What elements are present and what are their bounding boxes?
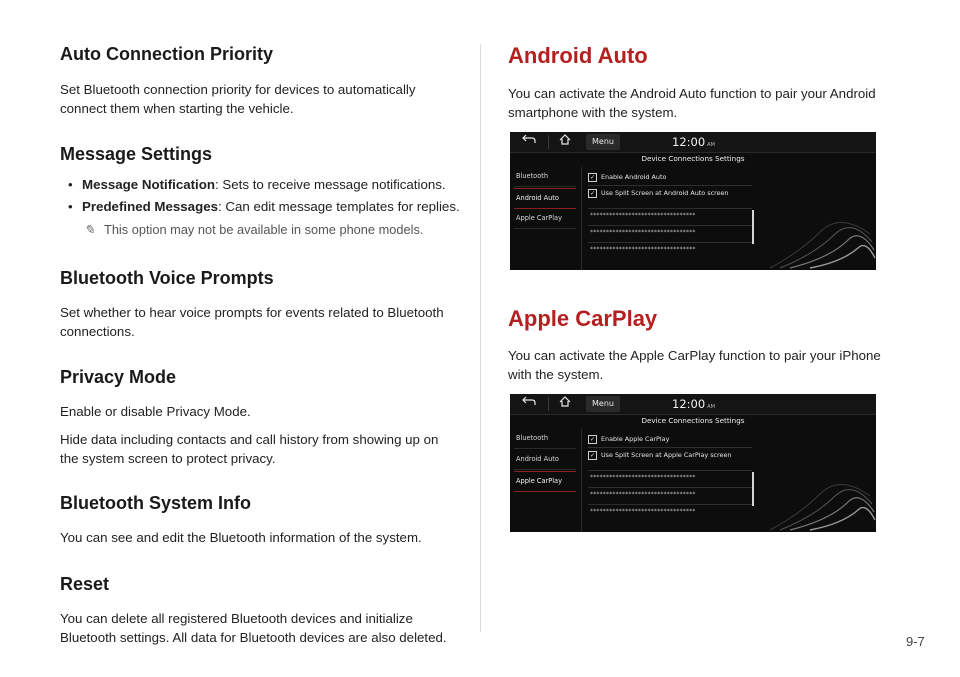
sidebar-item-apple-carplay[interactable]: Apple CarPlay — [514, 209, 576, 229]
masked-entry: ********************************* — [590, 212, 696, 219]
checkbox-checked-icon[interactable]: ✓ — [589, 174, 596, 181]
option-label: Use Split Screen at Apple CarPlay screen — [601, 451, 732, 459]
clock-time: 12:00 — [672, 397, 706, 411]
sidebar-item-android-auto[interactable]: Android Auto — [514, 450, 576, 470]
back-arrow-icon[interactable] — [516, 134, 542, 150]
heading-auto-connection-priority: Auto Connection Priority — [60, 44, 273, 64]
screen-title: Device Connections Settings — [641, 416, 745, 425]
bullet-term: Predefined Messages — [82, 199, 218, 214]
option-label: Use Split Screen at Android Auto screen — [601, 189, 729, 197]
masked-entry: ********************************* — [590, 229, 696, 236]
note-text: This option may not be available in some phone models. — [104, 222, 424, 237]
heading-message-settings: Message Settings — [60, 144, 213, 164]
screen-top-bar — [510, 132, 876, 153]
masked-entry: ********************************* — [590, 246, 696, 253]
bluetooth-voice-prompts-text: Set whether to hear voice prompts for events related to Bluetooth connections. — [60, 305, 444, 339]
reset-text: You can delete all registered Bluetooth devices and initialize Bluetooth settings. All data for Bluetooth devices are also deleted. — [60, 611, 447, 645]
auto-connection-priority-text: Set Bluetooth connection priority for devices to automatically connect them when starting the vehicle. — [60, 82, 416, 116]
page-number: 9-7 — [906, 634, 925, 649]
privacy-mode-text-2: Hide data including contacts and call history from showing up on the system screen to protect privacy. — [60, 432, 439, 466]
clock-ampm: AM — [707, 404, 715, 410]
screen-sidebar — [510, 167, 580, 270]
masked-entry: ********************************* — [590, 491, 696, 498]
decorative-wave-art — [760, 172, 876, 270]
option-label: Enable Apple CarPlay — [601, 435, 670, 443]
menu-button[interactable]: Menu — [586, 134, 620, 150]
bullet-predefined-messages: • Predefined Messages: Can edit message templates for replies. — [68, 199, 460, 214]
screen-sidebar — [510, 429, 580, 532]
checkbox-checked-icon[interactable]: ✓ — [589, 190, 596, 197]
decorative-wave-art — [760, 434, 876, 532]
heading-bluetooth-system-info: Bluetooth System Info — [60, 493, 252, 513]
apple-carplay-screen-image — [510, 394, 876, 532]
heading-reset: Reset — [60, 574, 110, 594]
bullet-term: Message Notification — [82, 177, 215, 192]
android-auto-text: You can activate the Android Auto function to pair your Android smartphone with the system. — [508, 86, 876, 120]
clock-time: 12:00 — [672, 135, 706, 149]
clock — [672, 134, 715, 153]
android-auto-screen-image — [510, 132, 876, 270]
note — [84, 222, 423, 238]
scrollbar[interactable] — [752, 472, 754, 506]
sidebar-item-apple-carplay[interactable]: Apple CarPlay — [514, 471, 576, 492]
home-icon[interactable] — [552, 134, 578, 150]
masked-entry: ********************************* — [590, 474, 696, 481]
apple-carplay-text: You can activate the Apple CarPlay function to pair your iPhone with the system. — [508, 348, 881, 382]
heading-privacy-mode: Privacy Mode — [60, 367, 177, 387]
bullet-message-notification: • Message Notification: Sets to receive message notifications. — [68, 177, 446, 192]
bluetooth-system-info-text: You can see and edit the Bluetooth information of the system. — [60, 530, 422, 545]
sidebar-item-bluetooth[interactable]: Bluetooth — [514, 429, 576, 449]
back-arrow-icon[interactable] — [516, 396, 542, 412]
clock-ampm: AM — [707, 142, 715, 148]
home-icon[interactable] — [552, 396, 578, 412]
heading-android-auto: Android Auto — [508, 43, 648, 68]
option-label: Enable Android Auto — [601, 173, 667, 181]
scrollbar[interactable] — [752, 210, 754, 244]
menu-button[interactable]: Menu — [586, 396, 620, 412]
sidebar-item-android-auto[interactable]: Android Auto — [514, 188, 576, 209]
clock — [672, 396, 715, 415]
heading-bluetooth-voice-prompts: Bluetooth Voice Prompts — [60, 268, 274, 288]
bullet-text: : Can edit message templates for replies. — [217, 199, 460, 214]
pencil-note-icon: ✎ — [84, 222, 95, 237]
screen-top-bar — [510, 394, 876, 415]
bullet-text: : Sets to receive message notifications. — [215, 177, 446, 192]
column-divider — [480, 44, 481, 632]
privacy-mode-text: Enable or disable Privacy Mode. — [60, 404, 251, 419]
sidebar-item-bluetooth[interactable]: Bluetooth — [514, 167, 576, 187]
screen-title: Device Connections Settings — [641, 154, 745, 163]
checkbox-checked-icon[interactable]: ✓ — [589, 452, 596, 459]
masked-entry: ********************************* — [590, 508, 696, 515]
checkbox-checked-icon[interactable]: ✓ — [589, 436, 596, 443]
heading-apple-carplay: Apple CarPlay — [508, 306, 658, 331]
